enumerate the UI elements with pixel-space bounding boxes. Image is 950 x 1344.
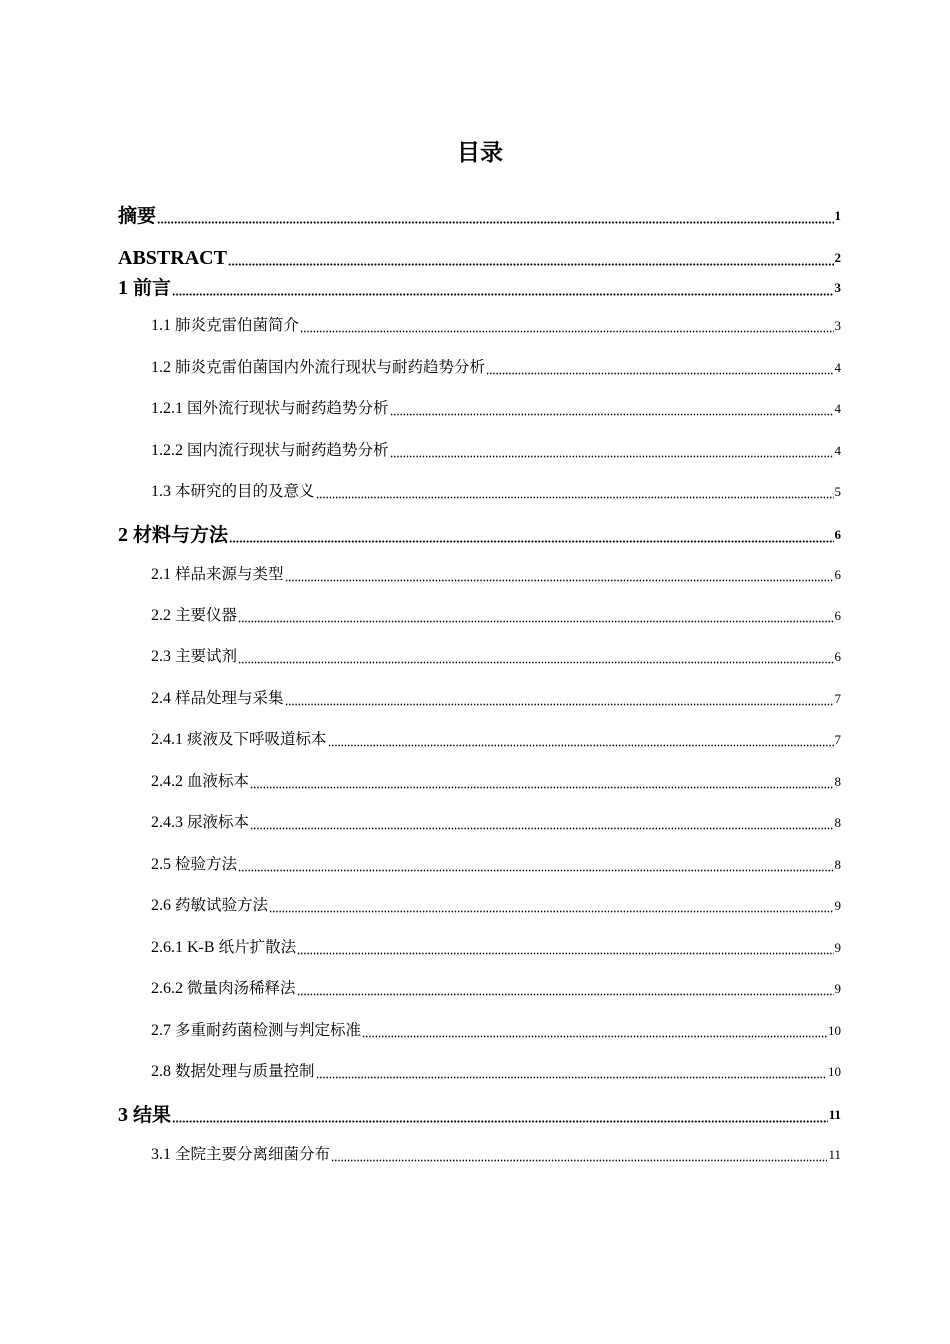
toc-entry[interactable] — [118, 274, 841, 302]
toc-leader-dots — [250, 784, 833, 790]
toc-entry-label: 2.4.1 痰液及下呼吸道标本 — [151, 730, 327, 748]
toc-page-number: 2 — [834, 250, 841, 265]
toc-entry[interactable] — [151, 563, 841, 587]
toc-leader-dots — [172, 291, 833, 297]
toc-leader-dots — [328, 742, 834, 748]
toc-leader-dots — [300, 328, 833, 334]
toc-page-number: 8 — [834, 774, 841, 789]
toc-page-number: 6 — [834, 608, 841, 623]
page-title: 目录 — [457, 140, 503, 166]
toc-page-number: 10 — [828, 1064, 841, 1079]
toc-entry-label: 摘要 — [118, 205, 157, 227]
toc-page-number: 3 — [834, 280, 841, 295]
toc-entry-label: 2.4.2 血液标本 — [151, 772, 250, 790]
toc-leader-dots — [285, 701, 834, 707]
toc-entry-label: 2.4.3 尿液标本 — [151, 813, 250, 831]
toc-leader-dots — [486, 370, 833, 376]
toc-entry[interactable] — [151, 728, 841, 752]
toc-page-number: 9 — [834, 940, 841, 955]
toc-leader-dots — [390, 453, 834, 459]
toc-page-number: 9 — [834, 898, 841, 913]
toc-leader-dots — [269, 908, 833, 914]
toc-leader-dots — [238, 659, 833, 665]
toc-leader-dots — [285, 577, 834, 583]
toc-entry-label: 1.2.1 国外流行现状与耐药趋势分析 — [151, 399, 389, 417]
toc-leader-dots — [297, 991, 834, 997]
toc-page-number: 7 — [834, 732, 841, 747]
toc-entry[interactable] — [151, 397, 841, 421]
toc-entry[interactable] — [151, 1060, 841, 1084]
toc-leader-dots — [331, 1157, 827, 1163]
toc-entry[interactable] — [151, 770, 841, 794]
toc-leader-dots — [238, 618, 833, 624]
toc-leader-dots — [228, 261, 834, 267]
toc-entry[interactable] — [118, 202, 841, 230]
toc-entry-label: 2.3 主要试剂 — [151, 647, 238, 665]
toc-leader-dots — [172, 1118, 828, 1124]
toc-entry[interactable] — [151, 314, 841, 338]
toc-leader-dots — [250, 825, 833, 831]
toc-entry[interactable] — [151, 480, 841, 504]
toc-entry[interactable] — [151, 811, 841, 835]
toc-leader-dots — [362, 1033, 827, 1039]
toc-page-number: 5 — [834, 484, 841, 499]
toc-leader-dots — [157, 219, 833, 225]
toc-entry-label: 2.5 检验方法 — [151, 855, 238, 873]
toc-page-number: 1 — [834, 208, 841, 223]
toc-page-number: 4 — [834, 360, 841, 375]
toc-entry-label: 2.6.1 K-B 纸片扩散法 — [151, 938, 297, 956]
toc-entry-label: 3.1 全院主要分离细菌分布 — [151, 1145, 331, 1163]
toc-page-number: 11 — [828, 1147, 841, 1162]
toc-entry[interactable] — [151, 439, 841, 463]
toc-entry-label: 1.1 肺炎克雷伯菌简介 — [151, 316, 300, 334]
toc-entry-label: ABSTRACT — [118, 247, 227, 269]
toc-leader-dots — [316, 1074, 827, 1080]
toc-entry[interactable] — [151, 977, 841, 1001]
toc-page-number: 6 — [834, 567, 841, 582]
toc-page-number: 11 — [828, 1107, 841, 1122]
toc-leader-dots — [238, 867, 833, 873]
toc-entry-label: 1.3 本研究的目的及意义 — [151, 482, 315, 500]
toc-page-number: 4 — [834, 443, 841, 458]
toc-leader-dots — [229, 538, 833, 544]
toc-entry-label: 2.7 多重耐药菌检测与判定标准 — [151, 1021, 362, 1039]
toc-entry[interactable] — [151, 936, 841, 960]
toc-page-number: 8 — [834, 815, 841, 830]
toc-entry[interactable] — [151, 356, 841, 380]
toc-entry[interactable] — [118, 521, 841, 549]
toc-entry-label: 3 结果 — [118, 1104, 172, 1126]
toc-entry[interactable] — [151, 687, 841, 711]
toc-entry-label: 2.1 样品来源与类型 — [151, 565, 284, 583]
toc-entry[interactable] — [151, 645, 841, 669]
toc-leader-dots — [390, 411, 834, 417]
toc-page-number: 6 — [834, 649, 841, 664]
toc-entry-label: 2.4 样品处理与采集 — [151, 689, 284, 707]
toc-page-number: 8 — [834, 857, 841, 872]
toc-entry[interactable] — [151, 853, 841, 877]
toc-entry-label: 2.6 药敏试验方法 — [151, 896, 269, 914]
toc-entry[interactable] — [118, 244, 841, 272]
toc-entry-label: 2.6.2 微量肉汤稀释法 — [151, 979, 296, 997]
toc-entry[interactable] — [151, 1019, 841, 1043]
toc-entry[interactable] — [151, 604, 841, 628]
toc-leader-dots — [316, 494, 834, 500]
toc-entry-label: 2.8 数据处理与质量控制 — [151, 1062, 315, 1080]
toc-page-number: 9 — [834, 981, 841, 996]
toc-entry-label: 1.2 肺炎克雷伯菌国内外流行现状与耐药趋势分析 — [151, 358, 486, 376]
toc-entry[interactable] — [151, 1143, 841, 1167]
toc-entry[interactable] — [118, 1101, 841, 1129]
toc-page-number: 10 — [828, 1023, 841, 1038]
toc-page-number: 7 — [834, 691, 841, 706]
toc-page-number: 4 — [834, 401, 841, 416]
toc-leader-dots — [297, 950, 833, 956]
toc-page-number: 3 — [834, 318, 841, 333]
toc-entry-label: 1 前言 — [118, 277, 172, 299]
toc-entry[interactable] — [151, 894, 841, 918]
toc-entry-label: 1.2.2 国内流行现状与耐药趋势分析 — [151, 441, 389, 459]
toc-entry-label: 2.2 主要仪器 — [151, 606, 238, 624]
toc-entry-label: 2 材料与方法 — [118, 524, 229, 546]
toc-page-number: 6 — [834, 527, 841, 542]
